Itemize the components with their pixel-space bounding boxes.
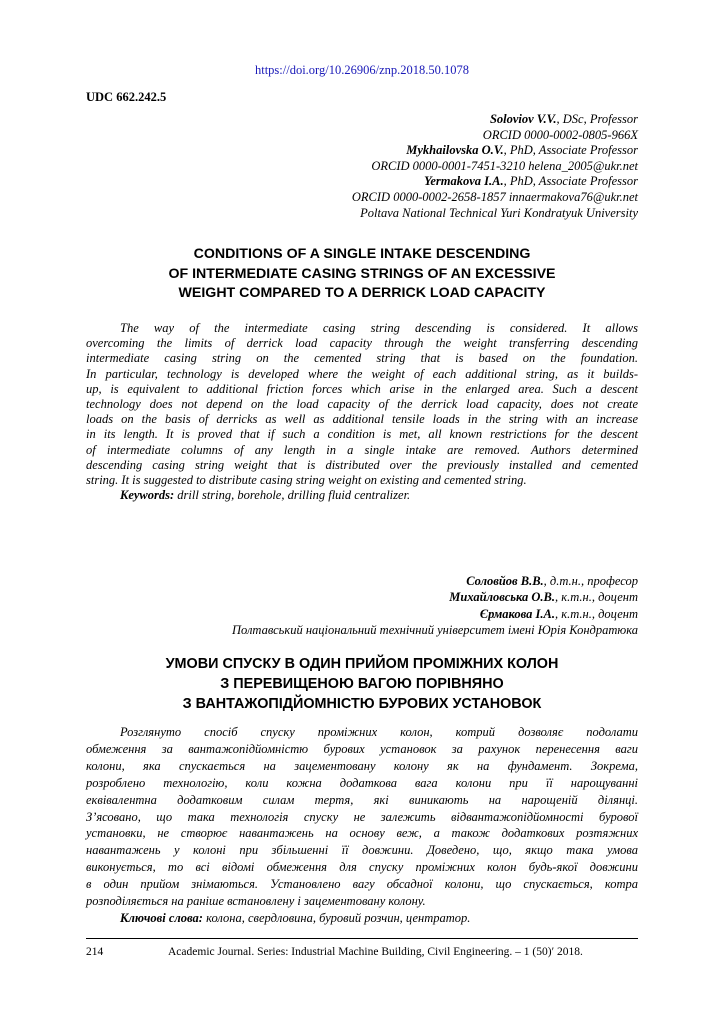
authors-ua-block xyxy=(86,573,638,639)
author-en-detail: ORCID 0000-0001-7451-3210 helena_2005@ukr.net xyxy=(371,158,638,173)
abstract-ua-keywords xyxy=(86,910,638,927)
abstract-ua-line: З’ясовано, що така технологія спуску не залежить відвантажопідйомності бурової xyxy=(86,809,638,824)
author-en-line xyxy=(86,128,638,144)
abstract-ua-line: виконується, то всі відомі обмеження для спуску проміжних колон будь-якої довжини xyxy=(86,860,638,875)
author-ua-name: Соловйов В.В. xyxy=(466,574,544,588)
abstract-ua-line: обмеження за вантажопідйомністю бурових установок за рахунок перенесення ваги xyxy=(86,741,638,756)
author-ua-detail: , к.т.н., доцент xyxy=(554,606,638,621)
author-en-line xyxy=(86,174,638,190)
abstract-ua-line: Розглянуто спосіб спуску проміжних колон, котрий дозволяє подолати xyxy=(120,725,638,739)
abstract-en-keywords-text: drill string, borehole, drilling fluid centralizer. xyxy=(174,488,411,503)
abstract-en xyxy=(86,321,638,503)
abstract-en-line: loads on the basis of derricks as well as additional tensile loads in the string with an increase xyxy=(86,412,638,427)
title-ua-line: З ВАНТАЖОПІДЙОМНІСТЮ БУРОВИХ УСТАНОВОК xyxy=(182,696,542,712)
authors-en-block xyxy=(86,112,638,221)
abstract-en-line: intermediate casing string on the cemented string that is based on the foundation. xyxy=(86,351,638,366)
abstract-en-keywords xyxy=(86,488,638,503)
abstract-en-line: The way of the intermediate casing string descending is considered. It allows xyxy=(120,321,638,335)
author-en-detail: , PhD, Associate Professor xyxy=(503,174,638,189)
abstract-ua-line: розподіляється на раніше встановлену і зацементовану колону. xyxy=(86,894,426,909)
author-ua-detail: , к.т.н., доцент xyxy=(554,590,638,605)
title-en-line: OF INTERMEDIATE CASING STRINGS OF AN EXCESSIVE xyxy=(168,265,556,282)
author-ua-name: Єрмакова І.А. xyxy=(479,606,555,621)
title-en-line: WEIGHT COMPARED TO A DERRICK LOAD CAPACITY xyxy=(178,285,546,301)
title-en xyxy=(86,245,638,304)
author-ua-detail: , д.т.н., професор xyxy=(543,574,638,588)
abstract-ua-keywords-label: Ключові слова: xyxy=(120,910,203,925)
author-en-line xyxy=(86,159,638,175)
author-en-name: Soloviov V.V. xyxy=(489,112,557,126)
udc-code: UDC 662.242.5 xyxy=(86,90,167,104)
abstract-en-line: overcoming the limits of derrick load capacity through the weight transferring descending xyxy=(86,336,638,351)
author-en-name: Yermakova I.A. xyxy=(424,174,504,189)
page-number: 214 xyxy=(86,946,104,958)
author-en-line xyxy=(86,143,638,159)
abstract-ua-keywords-text: колона, свердловина, буровий розчин, центратор. xyxy=(202,910,471,925)
author-en-line xyxy=(86,112,638,128)
author-ua-line xyxy=(86,606,638,622)
abstract-en-line: technology does not depend on the load capacity of the derrick load capacity, does not create xyxy=(86,397,638,412)
author-en-name: Mykhailovska O.V. xyxy=(406,143,504,158)
author-en-line xyxy=(86,190,638,206)
abstract-ua-line: колони, яка спускається на зацементовану колону як на фундамент. Зокрема, xyxy=(86,758,638,773)
title-ua xyxy=(86,654,638,714)
abstract-ua-line: навантажень у колоні при збільшенні її довжини. Доведено, що, якщо така умова xyxy=(86,843,638,858)
abstract-en-line: In particular, technology is developed where the weight of each additional string, as it builds- xyxy=(86,366,638,381)
abstract-en-line: descending casing string weight that is distributed over the previously installed and cemented xyxy=(86,457,638,472)
author-en-detail: ORCID 0000-0002-0805-966X xyxy=(482,127,638,142)
abstract-ua-line: в один прийом знімаються. Установлено вагу обсадної колони, що спускається, котра xyxy=(86,877,638,892)
abstract-en-line: of intermediate columns of any length in a single intake are removed. Authors determined xyxy=(86,442,638,457)
abstract-en-line: string. It is suggested to distribute casing string weight on existing and cemented string. xyxy=(86,473,527,488)
author-en-line xyxy=(86,206,638,222)
abstract-en-keywords-label: Keywords: xyxy=(120,488,175,503)
author-en-detail: Poltava National Technical Yuri Kondratyuk University xyxy=(360,205,638,220)
journal-citation: Academic Journal. Series: Industrial Machine Building, Civil Engineering. – 1 (50)′ 2018. xyxy=(168,946,583,958)
title-en-line: CONDITIONS OF A SINGLE INTAKE DESCENDING xyxy=(193,246,531,262)
author-en-detail: , PhD, Associate Professor xyxy=(503,143,638,158)
footer-divider xyxy=(86,938,638,939)
abstract-ua-line: еквівалентна додатковим силам тертя, які виникають на нарощеній ділянці. xyxy=(86,792,638,807)
author-en-detail: ORCID 0000-0002-2658-1857 innaermakova76@ukr.net xyxy=(351,189,638,204)
abstract-ua xyxy=(86,724,638,927)
author-en-detail: , DSc, Professor xyxy=(556,112,638,126)
abstract-en-line: in its length. It is proved that if such a condition is met, all known restrictions for the descent xyxy=(86,427,638,442)
abstract-ua-line: установки, не створює навантажень на основу веж, а також додаткових розтяжних xyxy=(86,826,638,841)
abstract-en-line: up, is equivalent to additional friction forces which arise in the enlarged area. Such a descent xyxy=(86,381,638,396)
doi-link[interactable]: https://doi.org/10.26906/znp.2018.50.1078 xyxy=(254,63,469,77)
author-ua-line xyxy=(86,589,638,605)
paper-page xyxy=(86,0,638,1024)
title-ua-line: УМОВИ СПУСКУ В ОДИН ПРИЙОМ ПРОМІЖНИХ КОЛОН xyxy=(165,656,559,672)
author-ua-detail: Полтавський національний технічний університет імені Юрія Кондратюка xyxy=(232,623,638,638)
author-ua-line xyxy=(86,622,638,638)
abstract-ua-line: розроблено технологію, коли кожна додаткова вага колони при її нарощуванні xyxy=(86,775,638,790)
author-ua-line xyxy=(86,573,638,589)
author-ua-name: Михайловська О.В. xyxy=(449,590,555,605)
title-ua-line: З ПЕРЕВИЩЕНОЮ ВАГОЮ ПОРІВНЯНО xyxy=(220,676,504,692)
